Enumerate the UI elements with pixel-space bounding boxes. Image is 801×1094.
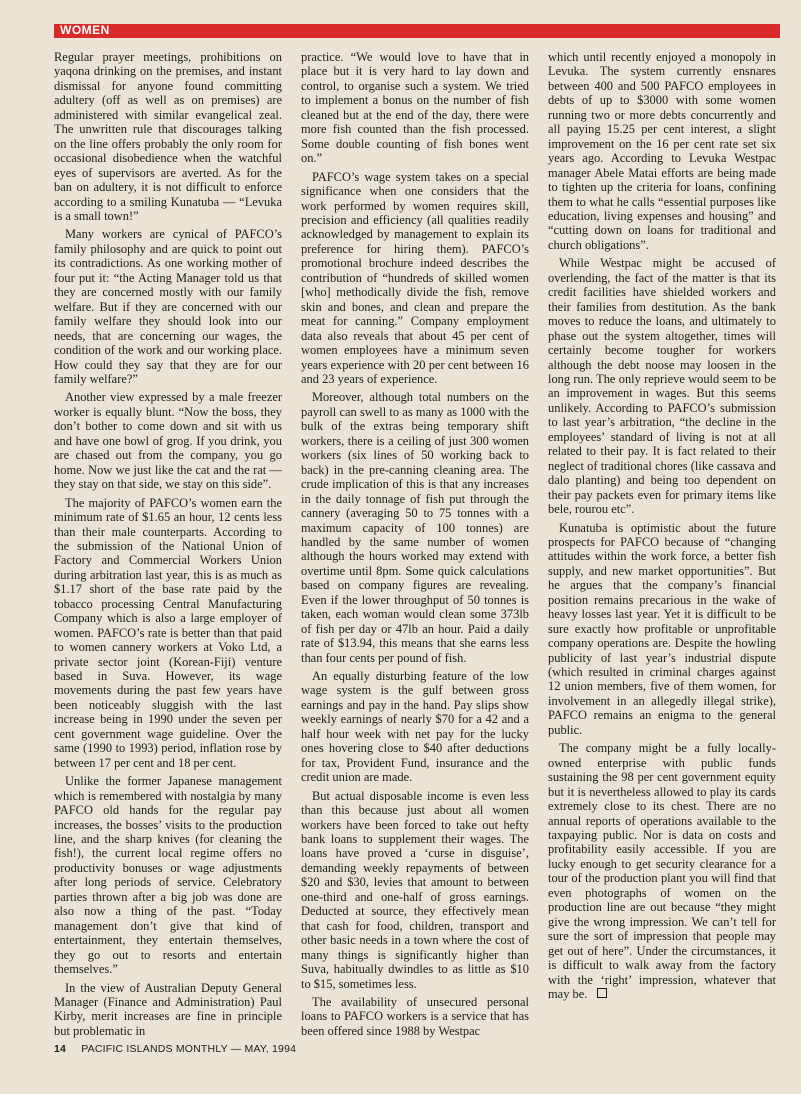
paragraph: The majority of PAFCO’s women earn the minimum rate of $1.65 an hour, 12 cents less than their male counterparts. According to the submission of the National Union of Factory and Commercial Workers Union during arbitration last year, this is as much as $1.17 short of the base rate paid by the tobacco processing Central Manufacturing Company which is also a large employer of women. PAFCO’s rate is better than that paid to women cannery workers at Voko Ltd, a private sector joint (Korean-Fiji) venture based in Suva. However, its wage movements during the past few years have been noticeably sluggish with the last increase being in 1990 under the seven per cent government wage guideline. Over the same (1990 to 1993) period, inflation rose by between 17 per cent and 18 per cent. [54,495,282,770]
paragraph: While Westpac might be accused of overlending, the fact of the matter is that its credit facilities have shielded workers and their families from destitution. As the bank moves to reduce the loans, and ultimately to phase out the system altogether, times will certainly become tougher for workers although the debt noose may loosen in the long run. The only reprieve would seem to be an improvement in wages. But this seems unlikely. According to PAFCO’s submission to last year’s arbitration, “the decline in the employees’ standard of living is not at all related to their pay. It is fact related to their neglect of traditional chores (like cassava and dalo planting) and being too dependent on their pay packets even for primary items like bele, rourou etc”. [548,256,776,517]
paragraph: Regular prayer meetings, prohibitions on yaqona drinking on the premises, and instant dismissal for anyone found committing adultery (off as well as on premises) are administered with similar evangelical zeal. The unwritten rule that discourages talking on the line offers probably the only room for occasional disobedience when the watchful eyes of supervisors are averted. As for the ban on adultery, it is not difficult to enforce according to a smiling Kunatuba — “Levuka is a small town!” [54,50,282,223]
paragraph: Many workers are cynical of PAFCO’s family philosophy and are quick to point out its contradictions. As one working mother of four put it: “the Acting Manager told us that they are concerned mostly with our family welfare. But if they are concerned with our family welfare they should look into our needs, that are concerning our wages, the condition of the work and our working place. How could they say that they are for our family welfare?” [54,227,282,386]
article-column-1 [54,50,282,1042]
paragraph: But actual disposable income is even less than this because just about all women workers have been forced to take out hefty bank loans to supplement their wages. The loans have proved a ‘curse in disguise’, demanding weekly repayments of between $20 and $30, levies that amount to between one-third and one-half of gross earnings. Deducted at source, they effectively mean that cash for food, children, transport and other basic needs in a town where the cost of many things is significantly higher than Suva, habitually dwindles to as little as $10 to $15, sometimes less. [301,788,529,991]
page-number: 14 [54,1043,67,1055]
paragraph: Kunatuba is optimistic about the future prospects for PAFCO because of “changing attitudes within the work force, a better fish supply, and new market opportunities”. But he argues that the company’s financial position remains precarious in the wake of heavy losses last year. Yet it is difficult to be sure exactly how profitable or unprofitable company operations are. Despite the howling publicity of last year’s industrial dispute (which resulted in criminal charges against 12 union members, five of them women, for involvement in an allegedly illegal strike), PAFCO remains an enigma to the general public. [548,520,776,737]
section-header-bar [54,24,780,38]
paragraph-final-text: The company might be a fully locally-owned enterprise with public funds sustaining the 98 per cent government equity but it is nevertheless allowed to play its cards extremely close to its chest. There are no annual reports of operations available to the taxpaying public. Nor is data on costs and profitability easily accessible. If you are lucky enough to get security clearance for a tour of the production plant you will find that even photographs of women on the production line are out because “they might give the wrong impression. We can’t tell for sure the sort of impression that people may get out of here”. Under the circumstances, it is difficult to walk away from the factory with the ‘right’ impression, whatever that may be. [548,741,776,1001]
article-column-3 [548,50,776,1005]
paragraph: PAFCO’s wage system takes on a special significance when one considers that the work performed by women requires skill, precision and efficiency (all qualities readily acknowledged by management to explain its preference for hiring them). PAFCO’s promotional brochure indeed describes the contribution of “hundreds of skilled women [who] methodically divide the fish, remove skin and bones, and clean and prepare the meat for canning.” Company employment data also reveals that about 45 per cent of women employees have a minimum seven years experience with 20 per cent between 16 and 23 years of experience. [301,169,529,386]
paragraph: which until recently enjoyed a monopoly in Levuka. The system currently ensnares between 400 and 500 PAFCO employees in debts of up to $3000 with some women running two or more debts concurrently and all paying 15.25 per cent interest, a slight improvement on the 16 per cent rate set six years ago. According to Levuka Westpac manager Abele Matai efforts are being made to tighten up the criteria for loans, confining them to what he calls “essential purposes like education, living expenses and housing” and “cutting down on loans for traditional and church obligations”. [548,50,776,252]
paragraph: Moreover, although total numbers on the payroll can swell to as many as 1000 with the bulk of the extras being temporary shift workers, there is a ceiling of just 300 women workers (six lines of 50 working back to back) in the pre-canning cleaning area. The crude implication of this is that any increases in the daily tonnage of fish put through the cannery (averaging 50 to 75 tonnes with a maximum capacity of 100 tonnes) are handled by the same number of women although the hours worked may extend with overtime until 8pm. Some quick calculations based on company figures are revealing. Even if the lower throughput of 50 tonnes is taken, each woman would clean some 373lb of fish per day or 47lb an hour. Paid a daily rate of $13.94, this means that she earns less than four cents per pound of fish. [301,390,529,665]
paragraph: In the view of Australian Deputy General Manager (Finance and Administration) Paul Kirby, merit increases are fine in principle but problematic in [54,980,282,1038]
paragraph: The availability of unsecured personal loans to PAFCO workers is a service that has been offered since 1988 by Westpac [301,995,529,1038]
paragraph: An equally disturbing feature of the low wage system is the gulf between gross earnings and pay in the hand. Pay slips show weekly earnings of nearly $70 for a 42 and a half hour week with net pay for the lucky ones hovering close to $40 after deductions for tax, Provident Fund, insurance and the credit union are made. [301,669,529,785]
page-footer [54,1043,296,1055]
section-label: WOMEN [60,23,110,37]
publication-line: PACIFIC ISLANDS MONTHLY — MAY, 1994 [81,1043,297,1055]
paragraph: Another view expressed by a male freezer worker is equally blunt. “Now the boss, they don’t bother to come down and sit with us and have one bowl of grog. If you drink, you are chased out from the company, you go home. Now we just like the cat and the rat — they stay on that side, we stay on this side”. [54,390,282,492]
paragraph: practice. “We would love to have that in place but it is very hard to lay down and control, to organise such a system. We tried to implement a bonus on the number of fish cleaned but at the end of the day, there were more fish counted than the fish processed. Some double counting of fish bones went on.” [301,50,529,166]
paragraph-final [548,741,776,1001]
end-of-article-mark [597,988,607,998]
article-column-2 [301,50,529,1042]
paragraph: Unlike the former Japanese management which is remembered with nostalgia by many PAFCO old hands for the regular pay increases, the bosses’ visits to the production line, and the sharp knives (for cleaning the fish!), the current local regime offers no productivity bonuses or wage adjustments after long periods of service. Celebratory parties thrown after a big job was done are also now a thing of the past. “Today management don’t give that kind of entertainment, they entertain themselves, they go out to resorts and entertain themselves.” [54,774,282,977]
